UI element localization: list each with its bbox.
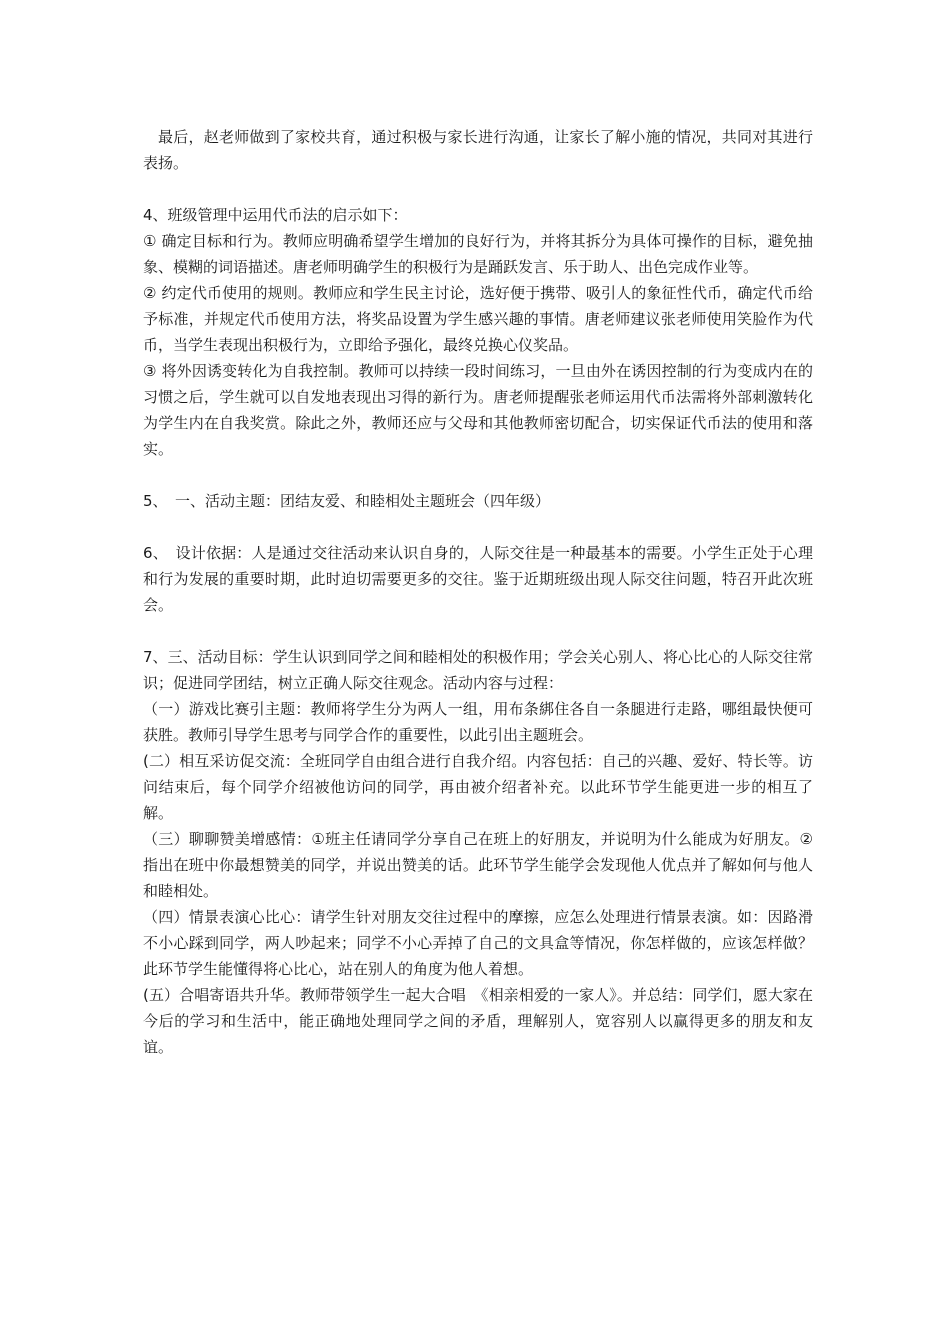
paragraph-gap <box>143 176 813 202</box>
paragraph-activity-5: (五）合唱寄语共升华。教师带领学生一起大合唱 《相亲相爱的一家人》。并总结：同学们，愿大家在今后的学习和生活中，能正确地处理同学之间的矛盾，理解别人，宽容别人以赢得更多的朋友和友谊。 <box>143 986 813 1056</box>
paragraph-activity-4: （四）情景表演心比心：请学生针对朋友交往过程中的摩擦，应怎么处理进行情景表演。如：因路滑不小心踩到同学，两人吵起来；同学不小心弄掉了自己的文具盒等情况，你怎样做的，应该怎样做？此环节学生能懂得将心比心，站在别人的角度为他人着想。 <box>143 908 813 978</box>
paragraph-point-1: ① 确定目标和行为。教师应明确希望学生增加的良好行为，并将其拆分为具体可操作的目标，避免抽象、模糊的词语描述。唐老师明确学生的积极行为是踊跃发言、乐于助人、出色完成作业等。 <box>143 232 813 276</box>
paragraph-gap <box>143 462 813 488</box>
paragraph-activity-2: (二）相互采访促交流：全班同学自由组合进行自我介绍。内容包括：自己的兴趣、爱好、特长等。访问结束后，每个同学介绍被他访问的同学，再由被介绍者补充。以此环节学生能更进一步的相互了解。 <box>143 752 813 822</box>
paragraph-closing: 最后，赵老师做到了家校共育，通过积极与家长进行沟通，让家长了解小施的情况，共同对其进行表扬。 <box>143 128 813 172</box>
paragraph-activity-3: （三）聊聊赞美增感情：①班主任请同学分享自己在班上的好朋友，并说明为什么能成为好朋友。②指出在班中你最想赞美的同学，并说出赞美的话。此环节学生能学会发现他人优点并了解如何与他人和睦相处。 <box>143 830 813 900</box>
document-page <box>143 124 813 1060</box>
paragraph-gap <box>143 618 813 644</box>
paragraph-section-6: 6、 设计依据：人是通过交往活动来认识自身的，人际交往是一种最基本的需要。小学生正处于心理和行为发展的重要时期，此时迫切需要更多的交往。鉴于近期班级出现人际交往问题，特召开此次班会。 <box>143 544 813 614</box>
paragraph-activity-1: （一）游戏比赛引主题：教师将学生分为两人一组，用布条綁住各自一条腿进行走路，哪组最快便可获胜。教师引导学生思考与同学合作的重要性，以此引出主题班会。 <box>143 700 813 744</box>
paragraph-point-2: ② 约定代币使用的规则。教师应和学生民主讨论，选好便于携带、吸引人的象征性代币，确定代币给予标准，并规定代币使用方法，将奖品设置为学生感兴趣的事情。唐老师建议张老师使用笑脸作为代币，当学生表现出积极行为，立即给予强化，最终兑换心仪奖品。 <box>143 284 813 354</box>
paragraph-section-5: 5、 一、活动主题：团结友爱、和睦相处主题班会（四年级） <box>143 492 551 510</box>
paragraph-gap <box>143 514 813 540</box>
paragraph-section-4-heading: 4、班级管理中运用代币法的启示如下： <box>143 206 408 224</box>
paragraph-section-7: 7、三、活动目标：学生认识到同学之间和睦相处的积极作用；学会关心别人、将心比心的人际交往常识；促进同学团结，树立正确人际交往观念。活动内容与过程： <box>143 648 813 692</box>
paragraph-point-3: ③ 将外因诱变转化为自我控制。教师可以持续一段时间练习，一旦由外在诱因控制的行为变成内在的习惯之后，学生就可以自发地表现出习得的新行为。唐老师提醒张老师运用代币法需将外部刺激转化为学生内在自我奖赏。除此之外，教师还应与父母和其他教师密切配合，切实保证代币法的使用和落实。 <box>143 362 813 458</box>
